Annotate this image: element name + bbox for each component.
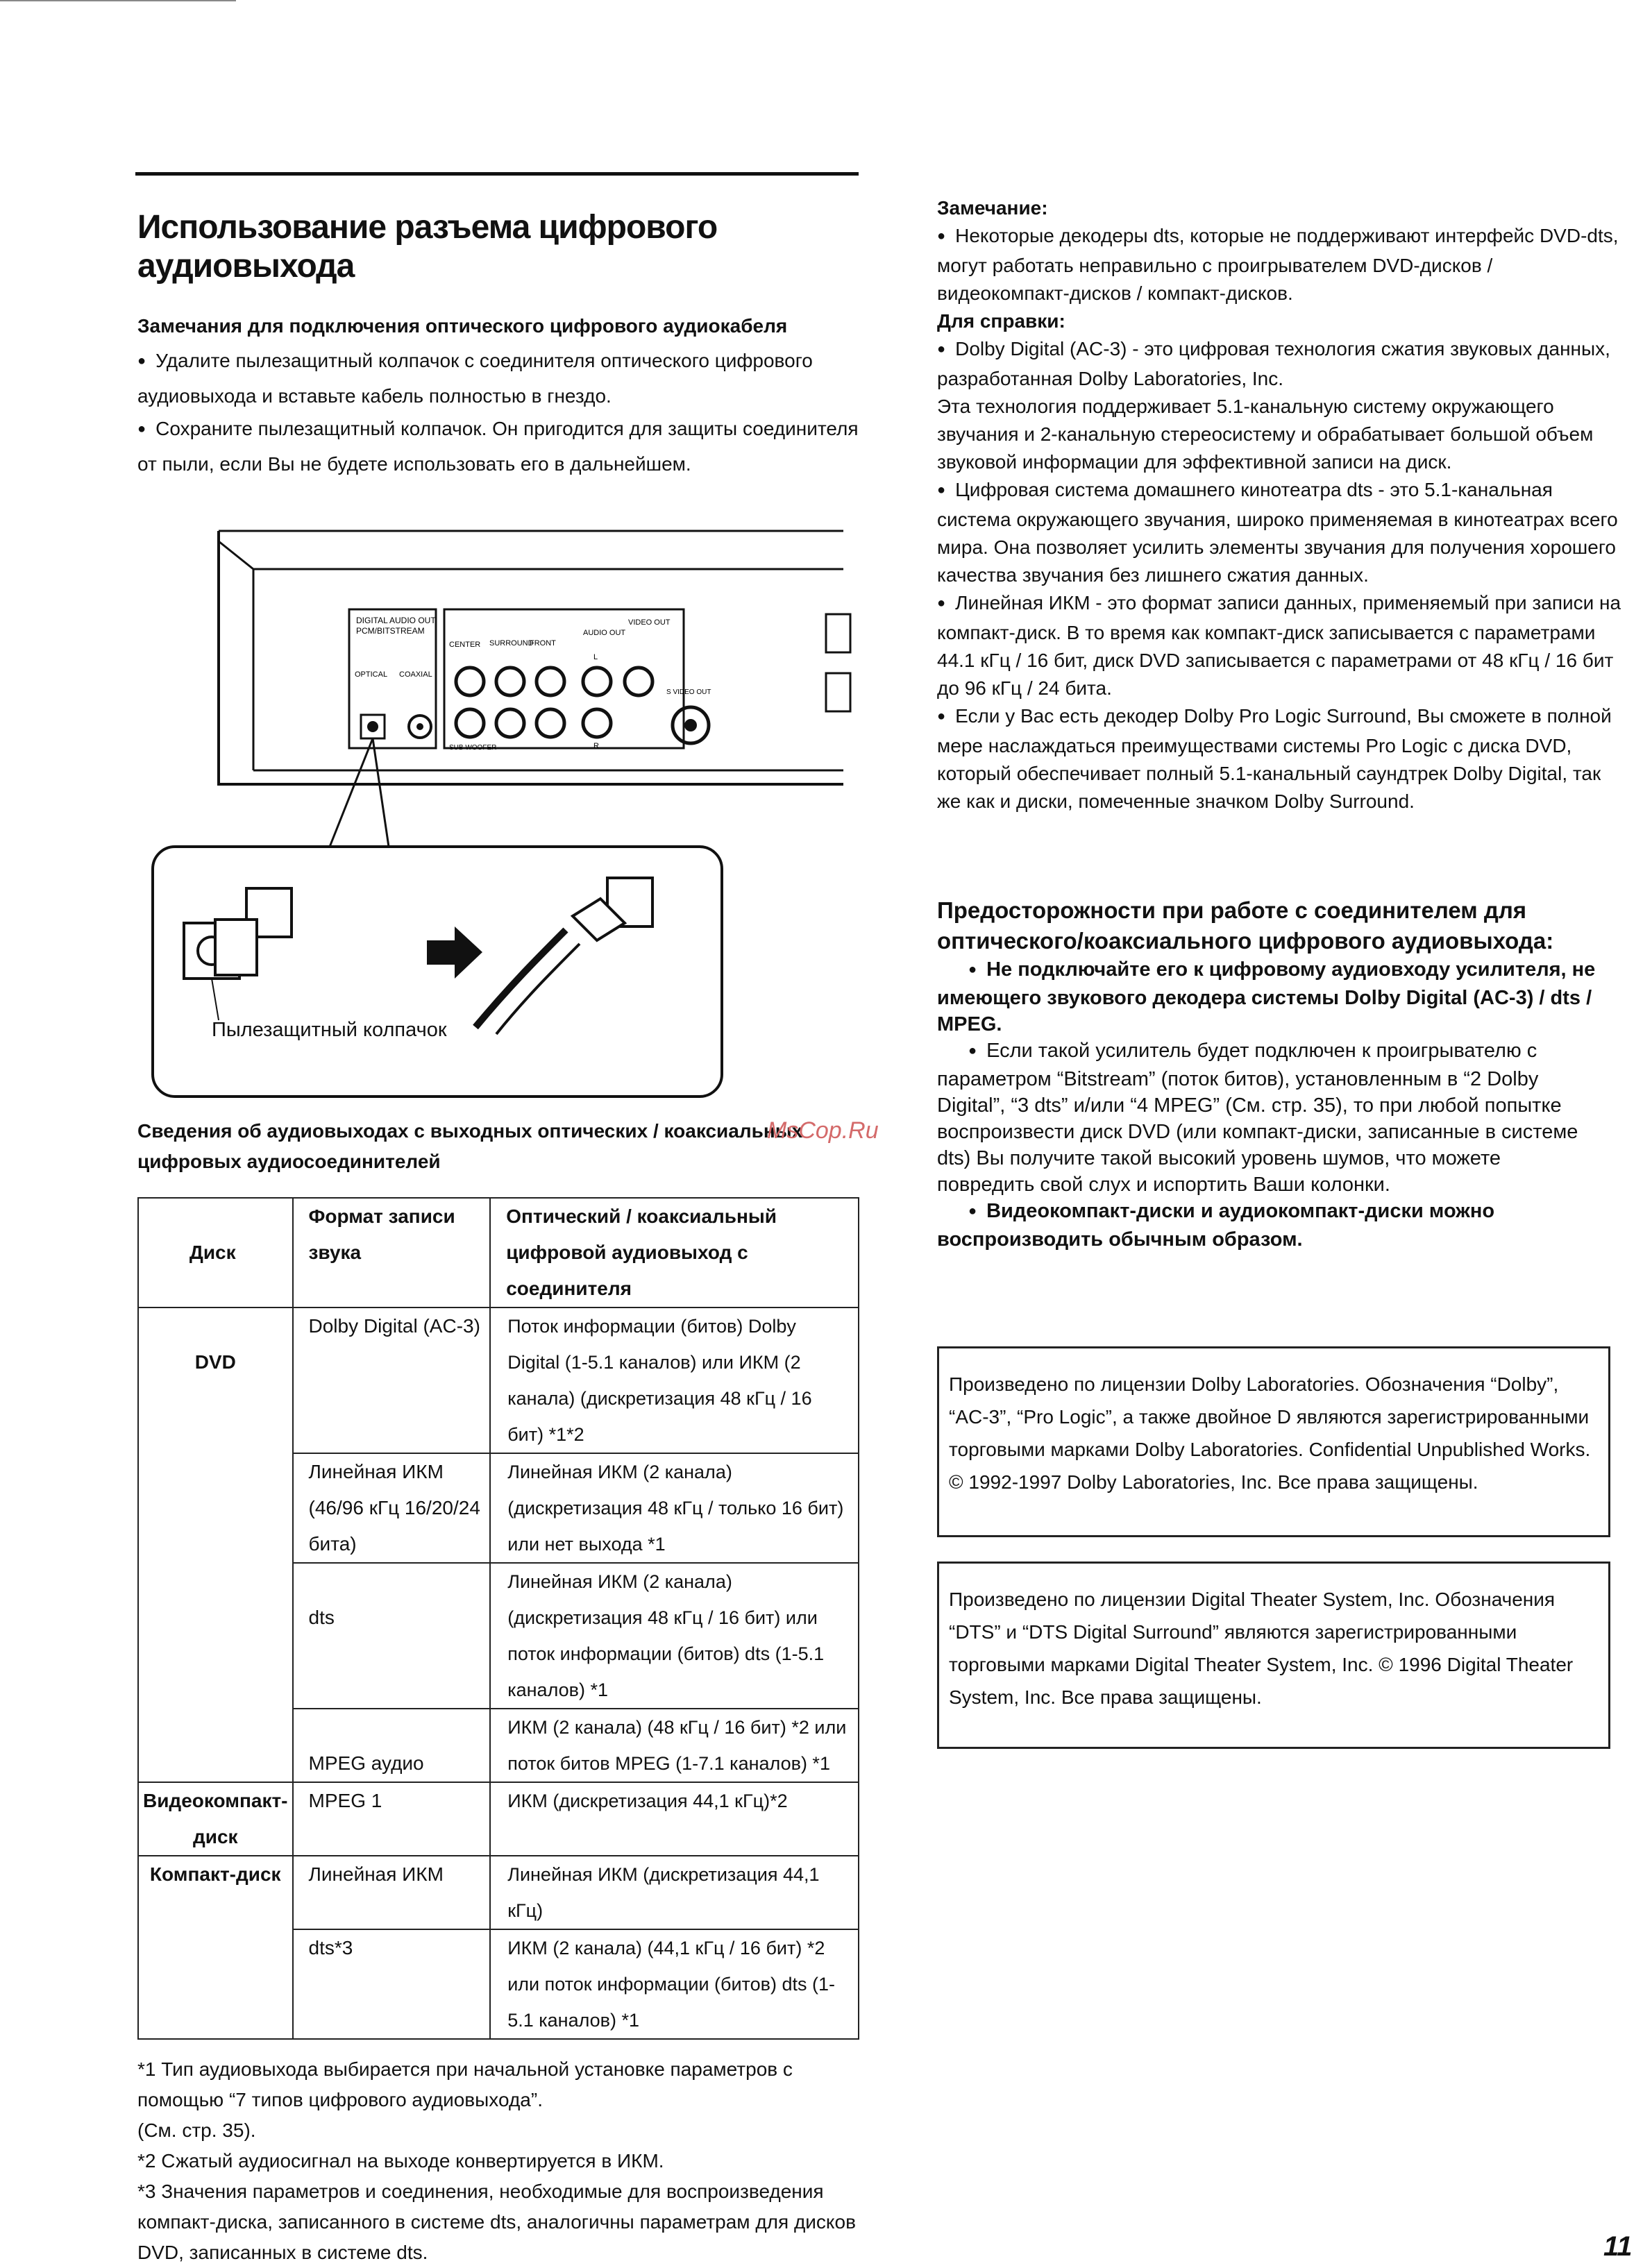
- row-output: Линейная ИКМ (2 канала) (дискретизация 48 кГц / только 16 бит) или нет выхода *1: [490, 1453, 859, 1563]
- audio-output-table: [137, 1197, 859, 2040]
- row-format: Dolby Digital (AC-3): [293, 1308, 491, 1453]
- label-subwoofer: SUB WOOFER: [449, 744, 497, 752]
- row-format: MPEG 1: [293, 1782, 491, 1856]
- arrow-icon: [427, 926, 482, 979]
- row-format: Линейная ИКМ (46/96 кГц 16/20/24 бита): [293, 1453, 491, 1563]
- row-output: ИКМ (2 канала) (44,1 кГц / 16 бит) *2 или поток информации (битов) dts (1-5.1 каналов) *1: [490, 1929, 859, 2039]
- caution-bold-item: [937, 956, 1603, 1038]
- disc-vcd: Видеокомпакт-диск: [138, 1782, 293, 1856]
- row-output: Поток информации (битов) Dolby Digital (1-5.1 каналов) или ИКМ (2 канала) (дискретизация 48 кГц / 16 бит) *1*2: [490, 1308, 859, 1453]
- table-row: [138, 1782, 859, 1856]
- disc-cd: Компакт-диск: [138, 1856, 293, 2039]
- row-output: Линейная ИКМ (2 канала) (дискретизация 48 кГц / 16 бит) или поток информации (битов) dts (1-5.1 каналов) *1: [490, 1563, 859, 1709]
- label-video-out: VIDEO OUT: [628, 618, 671, 627]
- optical-note-2: ● Сохраните пылезащитный колпачок. Он пригодится для защиты соединителя от пыли, если Вы не будете использовать его в дальнейшем.: [137, 412, 859, 480]
- table-row: [138, 1308, 859, 1453]
- row-output: ИКМ (дискретизация 44,1 кГц)*2: [490, 1782, 859, 1856]
- table-row: [138, 1856, 859, 1929]
- watermark: MsCop.Ru: [767, 1117, 879, 1144]
- disc-dvd: DVD: [138, 1308, 293, 1782]
- label-surround: SURROUND: [489, 639, 534, 648]
- label-r: R: [593, 742, 599, 750]
- row-format: Линейная ИКМ: [293, 1856, 491, 1929]
- label-digital-out: DIGITAL AUDIO OUT: [356, 616, 436, 625]
- license-dts-box: Произведено по лицензии Digital Theater System, Inc. Обозначения “DTS” и “DTS Digital Surround” являются зарегистрированными торговыми марками Digital Theater System, Inc. © 1996 Digital Theater System, Inc. Все права защищены.: [937, 1562, 1610, 1749]
- row-output: ИКМ (2 канала) (48 кГц / 16 бит) *2 или поток битов MPEG (1-7.1 каналов) *1: [490, 1709, 859, 1782]
- label-pcm-stream: PCM/BITSTREAM: [356, 626, 425, 636]
- footnote-2: *2 Сжатый аудиосигнал на выходе конвертируется в ИКМ.: [137, 2150, 664, 2172]
- optical-note-1: ● Удалите пылезащитный колпачок с соединителя оптического цифрового аудиовыхода и вставьте кабель полностью в гнездо.: [137, 344, 859, 412]
- header-output: Оптический / коаксиальный цифровой аудиовыход с соединителя: [490, 1198, 859, 1308]
- header-format: Формат записи звука: [293, 1198, 491, 1308]
- row-format: dts*3: [293, 1929, 491, 2039]
- footnote-1-ref: (См. стр. 35).: [137, 2119, 256, 2141]
- table-header-row: [138, 1198, 859, 1308]
- reference-continuation: Эта технология поддерживает 5.1-канальную систему окружающего звучания и 2-канальную стереосистему и обрабатывает большой объем звуковой информации для эффективной записи на диск.: [937, 396, 1594, 473]
- note-section: [937, 194, 1624, 815]
- table-heading: Сведения об аудиовыходах с выходных оптических / коаксиальных цифровых аудиосоединителей: [137, 1120, 803, 1172]
- caution-item-text: Если такой усилитель будет подключен к проигрывателю с параметром “Bitstream” (поток битов), установленным в “2 Dolby Digital”, “3 dts” и/или “4 MPEG” (См. стр. 35), то при любой попытке воспроизвести диск DVD (или компакт-диски, записанные в системе dts) Вы получите такой высокий уровень шумов, что можете повредить свой слух и испортить Ваши колонки.: [937, 1040, 1578, 1196]
- license-dolby-box: Произведено по лицензии Dolby Laboratories. Обозначения “Dolby”, “AC-3”, “Pro Logic”, а также двойное D являются зарегистрированными торговыми марками Dolby Laboratories. Confidential Unpublished Works. © 1992-1997 Dolby Laboratories, Inc. Все права защищены.: [937, 1346, 1610, 1537]
- row-output: Линейная ИКМ (дискретизация 44,1 кГц): [490, 1856, 859, 1929]
- reference-item-4: ● Если у Вас есть декодер Dolby Pro Logic Surround, Вы сможете в полной мере наслаждаться преимуществами системы Pro Logic с диска DVD, который обеспечивает полный 5.1-канальный саундтрек Dolby Digital, так же как и диски, помеченные значком Dolby Surround.: [937, 702, 1624, 815]
- note-item: ● Некоторые декодеры dts, которые не поддерживают интерфейс DVD-dts, могут работать неправильно с проигрывателем DVD-дисков / видеокомпакт-дисков / компакт-дисков.: [937, 222, 1624, 307]
- footnote-3: *3 Значения параметров и соединения, необходимые для воспроизведения компакт-диска, записанного в системе dts, аналогичны параметрам для дисков DVD, записанных в системе dts.: [137, 2181, 856, 2263]
- reference-item-1: ● Dolby Digital (AC-3) - это цифровая технология сжатия звуковых данных, разработанная Dolby Laboratories, Inc.: [937, 335, 1624, 393]
- caution-item: [937, 1038, 1603, 1198]
- reference-heading: Для справки:: [937, 310, 1065, 332]
- label-optical: OPTICAL: [355, 670, 388, 679]
- label-center: CENTER: [449, 641, 481, 649]
- label-audio-out: AUDIO OUT: [583, 629, 626, 637]
- connection-diagram: [149, 527, 864, 1103]
- caution-bold-item-2: [937, 1198, 1603, 1253]
- caution-section: [937, 895, 1603, 1253]
- corner-line: [0, 0, 236, 1]
- page-title: Использование разъема цифрового аудиовыхода: [137, 209, 718, 285]
- row-format: dts: [293, 1563, 491, 1709]
- optical-notes-heading: Замечания для подключения оптического цифрового аудиокабеля: [137, 315, 788, 337]
- caution-bold-text: Не подключайте его к цифровому аудиовходу усилителя, не имеющего звукового декодера системы Dolby Digital (AC-3) / dts / MPEG.: [937, 958, 1596, 1035]
- caution-bold-text-2: Видеокомпакт-диски и аудиокомпакт-диски можно воспроизводить обычным образом.: [937, 1200, 1495, 1251]
- reference-item-2: ● Цифровая система домашнего кинотеатра dts - это 5.1-канальная система окружающего звучания, широко применяемая в кинотеатрах всего мира. Она позволяет усилить элементы звучания для получения хорошего качества звучания без лишнего сжатия данных.: [937, 476, 1624, 589]
- row-format: MPEG аудио: [293, 1709, 491, 1782]
- reference-item-3: ● Линейная ИКМ - это формат записи данных, применяемый при записи на компакт-диск. В то время как компакт-диск записывается с параметрами 44.1 кГц / 16 бит, диск DVD записывается с параметрами от 48 кГц / 16 бит до 96 кГц / 24 бита.: [937, 589, 1624, 702]
- label-front: FRONT: [530, 639, 556, 648]
- optical-notes: [137, 311, 859, 480]
- footnote-1: *1 Тип аудиовыхода выбирается при начальной установке параметров с помощью “7 типов цифрового аудиовыхода”.: [137, 2058, 793, 2110]
- label-l: L: [593, 653, 598, 661]
- note-heading: Замечание:: [937, 197, 1048, 219]
- label-coaxial: COAXIAL: [399, 670, 432, 679]
- top-rule: [135, 172, 859, 176]
- header-disc: Диск: [138, 1198, 293, 1308]
- page-number: 11: [1603, 2231, 1633, 2262]
- dust-cap-caption: Пылезащитный колпачок: [212, 1019, 447, 1041]
- label-s-video-out: S VIDEO OUT: [666, 688, 711, 696]
- caution-heading: Предосторожности при работе с соединителем для оптического/коаксиального цифрового аудиовыхода:: [937, 897, 1554, 954]
- footnotes: [137, 2054, 866, 2268]
